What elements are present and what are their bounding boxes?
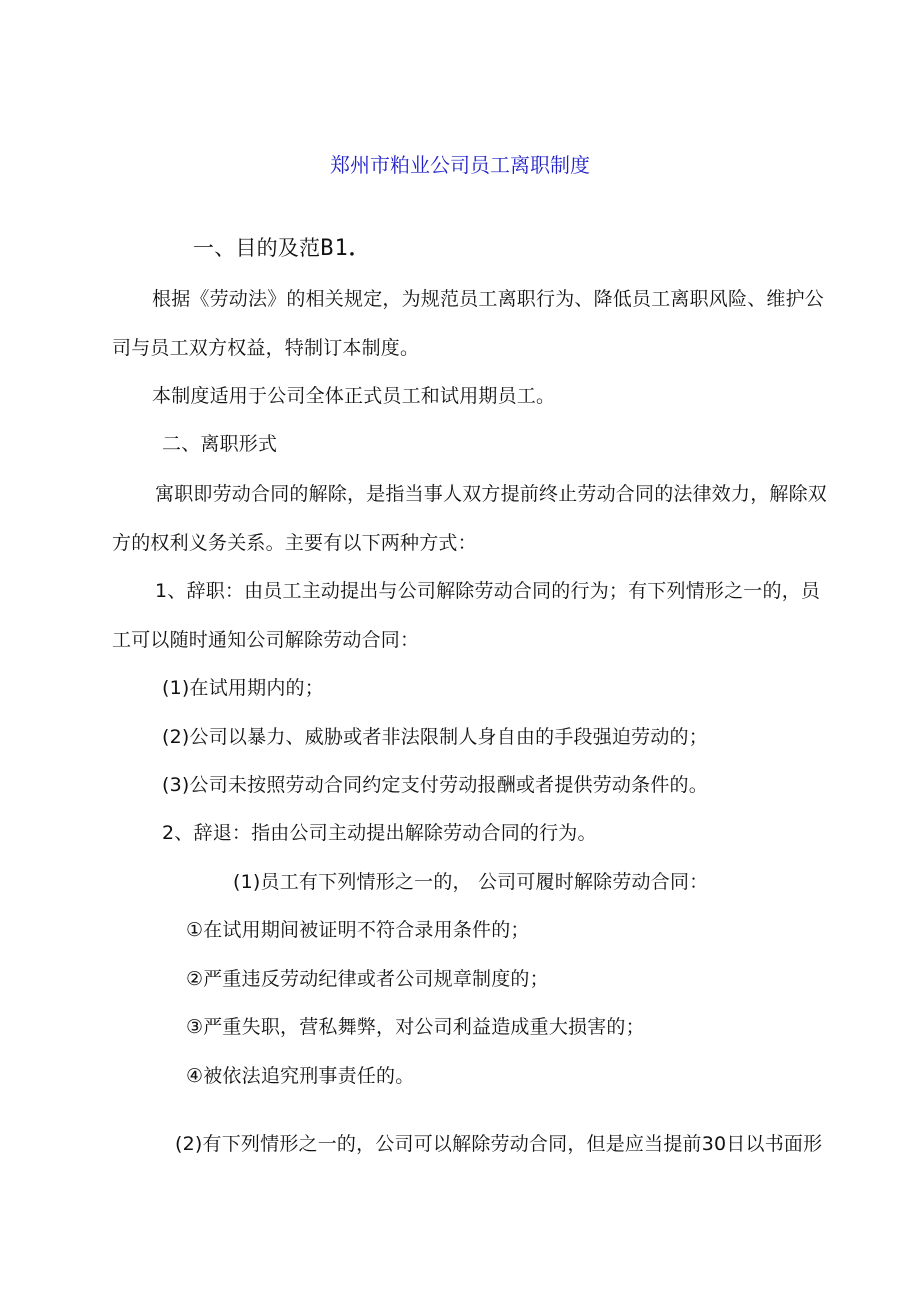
item1-line2: 工可以随时通知公司解除劳动合同： [112, 629, 420, 651]
section1-para1-line1: 根据《劳动法》的相关规定，为规范员工离职行为、降低员工离职风险、维护公 [152, 288, 825, 310]
item2-sub1-item-3: ③严重失职，营私舞弊，对公司利益造成重大损害的； [186, 1016, 645, 1038]
section1-para1-line2: 司与员工双方权益，特制订本制度。 [112, 337, 420, 359]
section1-heading [193, 234, 370, 263]
section2-para1-line2: 方的权利义务关系。主要有以下两种方式： [112, 532, 477, 554]
item2: 2、辞退：指由公司主动提出解除劳动合同的行为。 [162, 822, 597, 844]
item2-sub1-item-4: ④被依法追究刑事责任的。 [186, 1065, 415, 1087]
item2-sub2: (2)有下列情形之一的，公司可以解除劳动合同，但是应当提前30日以书面形 [175, 1133, 823, 1155]
item1-line1: 1、辞职：由员工主动提出与公司解除劳动合同的行为；有下列情形之一的，员 [155, 580, 821, 602]
item1-sub-3: (3)公司未按照劳动合同约定支付劳动报酬或者提供劳动条件的。 [162, 774, 708, 796]
item2-sub1: (1)员工有下列情形之一的， 公司可履时解除劳动合同： [233, 871, 709, 893]
item1-sub-1: (1)在试用期内的； [162, 677, 324, 699]
section1-heading-text: 一、目的及范 [193, 236, 321, 260]
item2-sub1-item-1: ①在试用期间被证明不符合录用条件的； [186, 919, 530, 941]
section2-para1-line1: 寓职即劳动合同的解除，是指当事人双方提前终止劳动合同的法律效力，解除双 [155, 483, 828, 505]
section1-heading-dot: ． [348, 236, 370, 260]
section1-heading-code: B1 [320, 236, 349, 261]
item1-sub-2: (2)公司以暴力、威胁或者非法限制人身自由的手段强迫劳动的； [162, 726, 708, 748]
document-title: 郑州市粕业公司员工离职制度 [330, 153, 590, 177]
section2-heading: 二、离职形式 [162, 433, 278, 455]
section1-para2: 本制度适用于公司全体正式员工和试用期员工。 [152, 385, 556, 407]
item2-sub1-item-2: ②严重违反劳动纪律或者公司规章制度的； [186, 968, 549, 990]
